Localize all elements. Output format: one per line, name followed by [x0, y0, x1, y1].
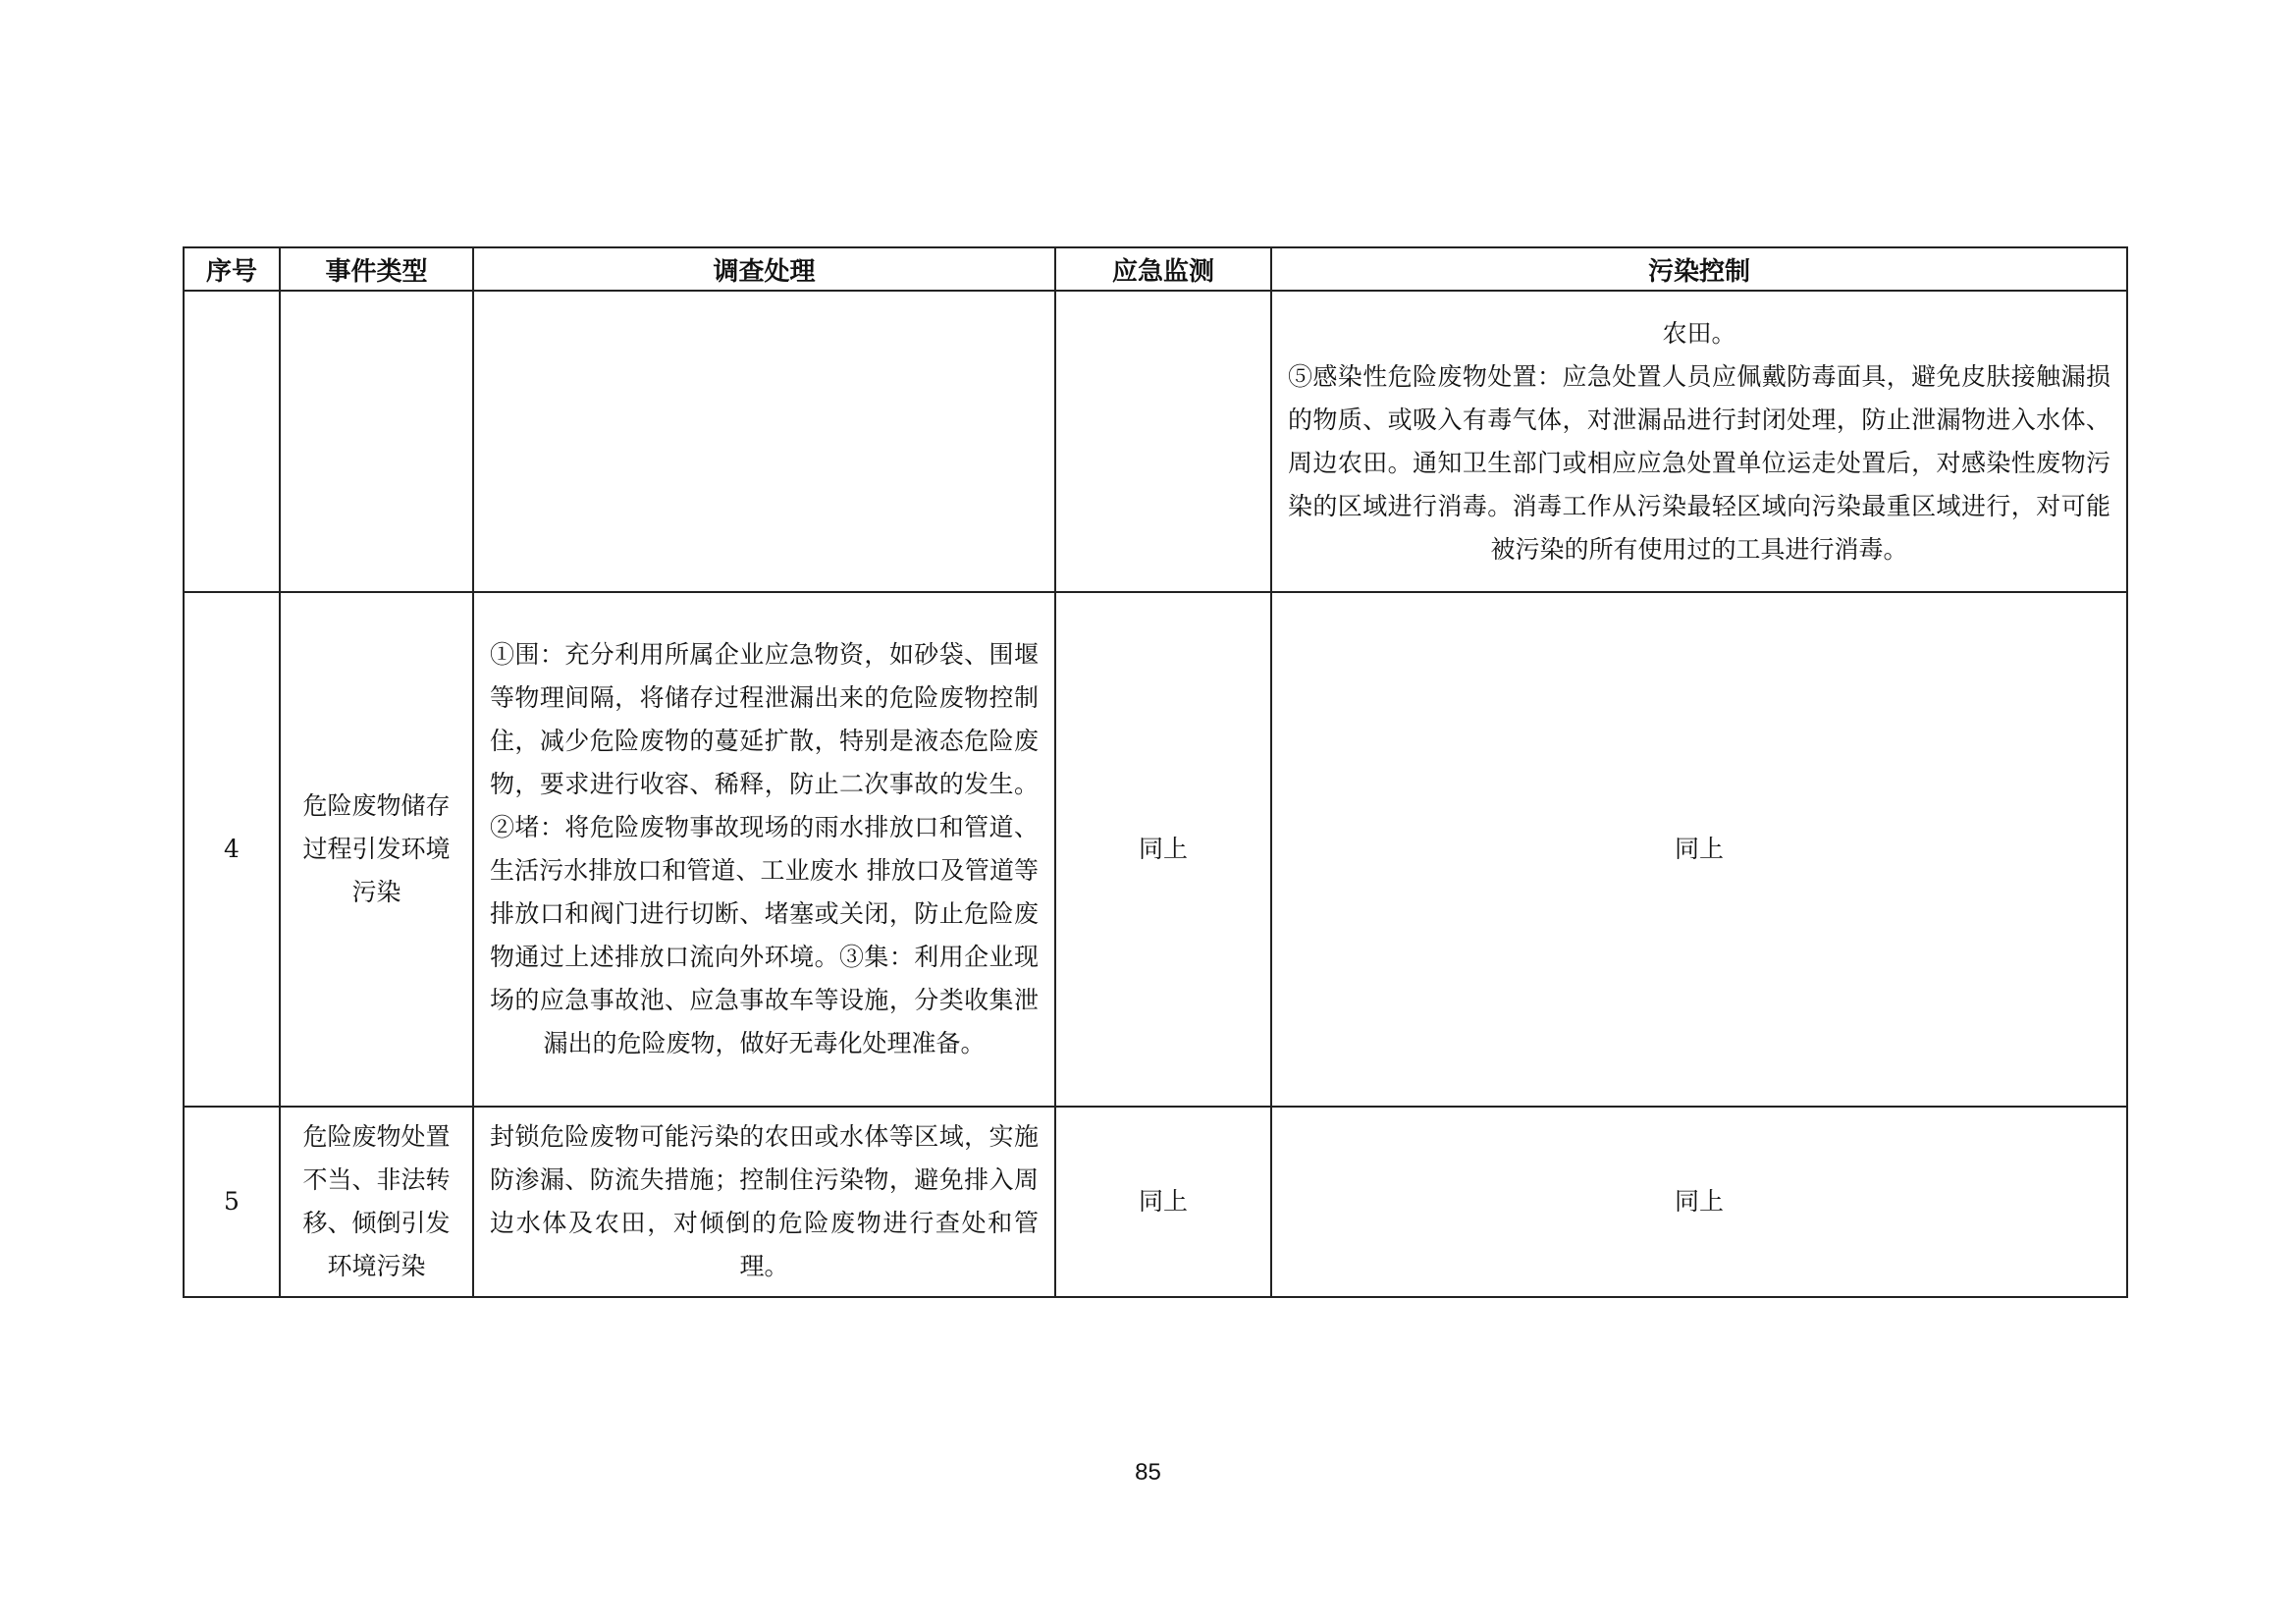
table-row	[184, 592, 2127, 1107]
header-event-type: 事件类型	[280, 247, 473, 291]
page-number: 85	[1135, 1459, 1161, 1486]
header-pollution-control: 污染控制	[1271, 247, 2127, 291]
investigation-text: ①围：充分利用所属企业应急物资，如砂袋、围堰等物理间隔，将储存过程泄漏出来的危险废物控制住，减少危险废物的蔓延扩散，特别是液态危险废物，要求进行收容、稀释，防止二次事故的发生。②堵：将危险废物事故现场的雨水排放口和管道、生活污水排放口和管道、工业废水 排放口及管道等排放口和阀门进行切断、堵塞或关闭，防止危险废物通过上述排放口流向外环境。③集：利用企业现场的应急事故池、应急事故车等设施，分类收集泄漏出的危险废物，做好无毒化处理准备。	[490, 640, 1039, 1057]
investigation-text: 封锁危险废物可能污染的农田或水体等区域，实施防渗漏、防流失措施；控制住污染物，避免排入周边水体及农田，对倾倒的危险废物进行查处和管理。	[490, 1122, 1039, 1280]
cell-seq: 4	[184, 592, 280, 1107]
cell-event-type	[280, 1107, 473, 1297]
cell-seq-empty	[184, 291, 280, 592]
control-infectious-waste-disposal: ⑤感染性危险废物处置：应急处置人员应佩戴防毒面具，避免皮肤接触漏损的物质、或吸入有毒气体，对泄漏品进行封闭处理，防止泄漏物进入水体、周边农田。通知卫生部门或相应应急处置单位运走处置后，对感染性废物污染的区域进行消毒。消毒工作从污染最轻区域向污染最重区域进行，对可能被污染的所有使用过的工具进行消毒。	[1288, 361, 2110, 564]
event-type-text: 危险废物储存过程引发环境污染	[302, 791, 451, 906]
cell-seq: 5	[184, 1107, 280, 1297]
header-monitoring: 应急监测	[1055, 247, 1271, 291]
cell-investigation	[473, 1107, 1055, 1297]
table-row-continuation	[184, 291, 2127, 592]
cell-type-empty	[280, 291, 473, 592]
header-seq: 序号	[184, 247, 280, 291]
header-investigation: 调查处理	[473, 247, 1055, 291]
table-row	[184, 1107, 2127, 1297]
event-type-text: 危险废物处置不当、非法转移、倾倒引发环境污染	[302, 1122, 451, 1280]
cell-investigation-empty	[473, 291, 1055, 592]
cell-monitoring: 同上	[1055, 1107, 1271, 1297]
table-header-row	[184, 247, 2127, 291]
cell-investigation	[473, 592, 1055, 1107]
cell-monitoring: 同上	[1055, 592, 1271, 1107]
cell-event-type	[280, 592, 473, 1107]
cell-pollution-control: 同上	[1271, 1107, 2127, 1297]
cell-pollution-control: 同上	[1271, 592, 2127, 1107]
cell-control-continuation	[1271, 291, 2127, 592]
cell-monitoring-empty	[1055, 291, 1271, 592]
control-continuation-line: 农田。	[1662, 318, 1736, 348]
emergency-response-table	[183, 246, 2128, 1298]
